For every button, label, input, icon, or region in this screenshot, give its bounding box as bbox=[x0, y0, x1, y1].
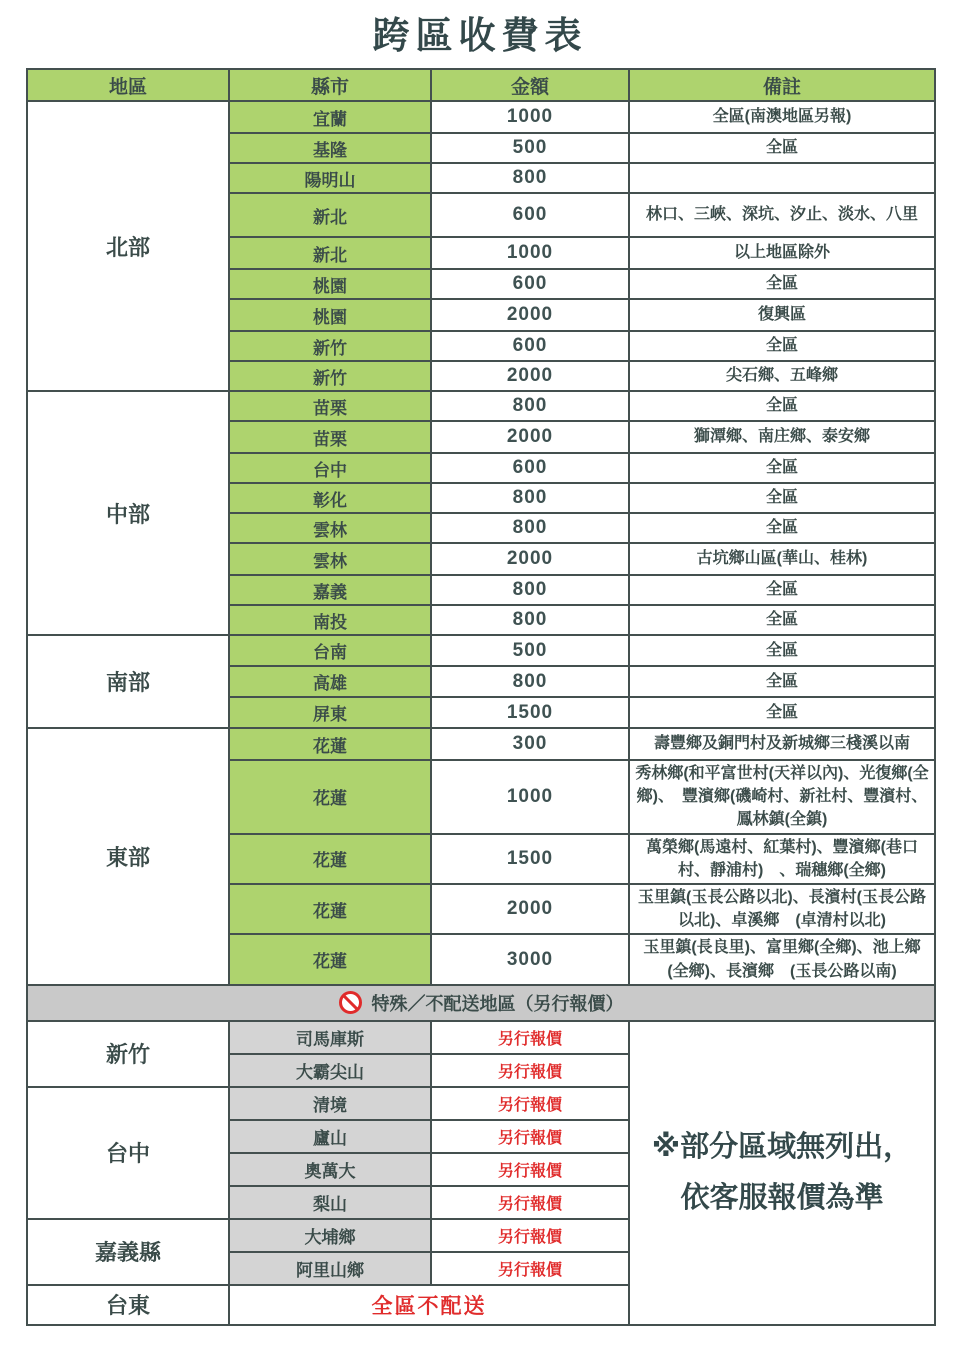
note-cell: 秀林鄉(和平富世村(天祥以內)、光復鄉(全鄉)、 豐濱鄉(磯崎村、新社村、豐濱村、鳳林鎮(全鎮) bbox=[629, 760, 935, 834]
amount-cell: 1500 bbox=[431, 834, 629, 884]
region-cell-chiayi-special: 嘉義縣 bbox=[27, 1219, 229, 1285]
special-banner bbox=[27, 985, 935, 1021]
region-cell-taitung: 台東 bbox=[27, 1285, 229, 1325]
special-place-cell: 司馬庫斯 bbox=[229, 1021, 431, 1054]
city-cell: 桃園 bbox=[229, 269, 431, 299]
fee-table bbox=[26, 68, 936, 1326]
city-cell: 雲林 bbox=[229, 513, 431, 543]
city-cell: 新北 bbox=[229, 237, 431, 269]
amount-cell: 600 bbox=[431, 453, 629, 483]
note-cell: 玉里鎮(長良里)、富里鄉(全鄉)、池上鄉(全鄉)、長濱鄉 (玉長公路以南) bbox=[629, 934, 935, 984]
no-entry-icon bbox=[339, 991, 362, 1014]
special-note-line1: ※部分區域無列出， bbox=[651, 1130, 913, 1163]
amount-cell: 2000 bbox=[431, 299, 629, 331]
table-row bbox=[27, 101, 935, 133]
city-cell: 花蓮 bbox=[229, 728, 431, 760]
amount-cell: 800 bbox=[431, 605, 629, 635]
special-place-cell: 大埔鄉 bbox=[229, 1219, 431, 1252]
quote-cell: 另行報價 bbox=[431, 1153, 629, 1186]
city-cell: 新竹 bbox=[229, 331, 431, 361]
quote-cell: 另行報價 bbox=[431, 1021, 629, 1054]
city-cell: 苗栗 bbox=[229, 421, 431, 453]
amount-cell: 3000 bbox=[431, 934, 629, 984]
special-place-cell: 清境 bbox=[229, 1087, 431, 1120]
amount-cell: 600 bbox=[431, 193, 629, 237]
header-row bbox=[27, 69, 935, 101]
note-cell: 全區 bbox=[629, 453, 935, 483]
amount-cell: 600 bbox=[431, 269, 629, 299]
note-cell: 全區 bbox=[629, 483, 935, 513]
amount-cell: 1000 bbox=[431, 237, 629, 269]
note-cell: 全區 bbox=[629, 666, 935, 697]
city-cell: 陽明山 bbox=[229, 163, 431, 193]
region-cell-taichung-special: 台中 bbox=[27, 1087, 229, 1219]
amount-cell: 600 bbox=[431, 331, 629, 361]
special-place-cell: 阿里山鄉 bbox=[229, 1252, 431, 1285]
table-row bbox=[27, 635, 935, 666]
quote-cell: 另行報價 bbox=[431, 1120, 629, 1153]
region-cell-north: 北部 bbox=[27, 101, 229, 391]
note-cell: 獅潭鄉、南庄鄉、泰安鄉 bbox=[629, 421, 935, 453]
city-cell: 台南 bbox=[229, 635, 431, 666]
amount-cell: 800 bbox=[431, 163, 629, 193]
note-cell bbox=[629, 163, 935, 193]
quote-cell: 另行報價 bbox=[431, 1186, 629, 1219]
city-cell: 新北 bbox=[229, 193, 431, 237]
region-cell-east: 東部 bbox=[27, 728, 229, 985]
table-row bbox=[27, 391, 935, 421]
city-cell: 宜蘭 bbox=[229, 101, 431, 133]
special-place-cell: 廬山 bbox=[229, 1120, 431, 1153]
quote-cell: 另行報價 bbox=[431, 1252, 629, 1285]
table-row bbox=[27, 1021, 935, 1054]
no-delivery-cell: 全區不配送 bbox=[229, 1285, 629, 1325]
note-cell: 古坑鄉山區(華山、桂林) bbox=[629, 543, 935, 575]
amount-cell: 800 bbox=[431, 666, 629, 697]
special-note-cell bbox=[629, 1021, 935, 1325]
amount-cell: 2000 bbox=[431, 421, 629, 453]
region-cell-central: 中部 bbox=[27, 391, 229, 635]
note-cell: 以上地區除外 bbox=[629, 237, 935, 269]
city-cell: 桃園 bbox=[229, 299, 431, 331]
note-cell: 尖石鄉、五峰鄉 bbox=[629, 361, 935, 391]
note-cell: 全區 bbox=[629, 697, 935, 728]
note-cell: 萬榮鄉(馬遠村、紅葉村)、豐濱鄉(巷口村、靜浦村) 、瑞穗鄉(全鄉) bbox=[629, 834, 935, 884]
city-cell: 彰化 bbox=[229, 483, 431, 513]
table-row bbox=[27, 728, 935, 760]
page-title: 跨區收費表 bbox=[372, 15, 588, 56]
city-cell: 南投 bbox=[229, 605, 431, 635]
amount-cell: 2000 bbox=[431, 543, 629, 575]
amount-cell: 800 bbox=[431, 391, 629, 421]
city-cell: 基隆 bbox=[229, 133, 431, 163]
special-banner-label: 特殊／不配送地區（另行報價） bbox=[371, 993, 624, 1014]
amount-cell: 300 bbox=[431, 728, 629, 760]
quote-cell: 另行報價 bbox=[431, 1219, 629, 1252]
note-cell: 全區 bbox=[629, 269, 935, 299]
note-cell: 玉里鎮(玉長公路以北)、長濱村(玉長公路以北)、卓溪鄉 (卓清村以北) bbox=[629, 884, 935, 934]
city-cell: 苗栗 bbox=[229, 391, 431, 421]
amount-cell: 1500 bbox=[431, 697, 629, 728]
city-cell: 花蓮 bbox=[229, 934, 431, 984]
city-cell: 高雄 bbox=[229, 666, 431, 697]
amount-cell: 1000 bbox=[431, 760, 629, 834]
amount-cell: 2000 bbox=[431, 884, 629, 934]
header-amount: 金額 bbox=[431, 69, 629, 101]
header-note: 備註 bbox=[629, 69, 935, 101]
note-cell: 林口、三峽、深坑、汐止、淡水、八里 bbox=[629, 193, 935, 237]
amount-cell: 2000 bbox=[431, 361, 629, 391]
city-cell: 雲林 bbox=[229, 543, 431, 575]
city-cell: 花蓮 bbox=[229, 760, 431, 834]
note-cell: 全區 bbox=[629, 513, 935, 543]
special-place-cell: 大霸尖山 bbox=[229, 1054, 431, 1087]
city-cell: 嘉義 bbox=[229, 575, 431, 605]
amount-cell: 800 bbox=[431, 575, 629, 605]
amount-cell: 500 bbox=[431, 635, 629, 666]
amount-cell: 800 bbox=[431, 513, 629, 543]
special-banner-row bbox=[27, 985, 935, 1021]
note-cell: 全區 bbox=[629, 575, 935, 605]
note-cell: 全區 bbox=[629, 133, 935, 163]
amount-cell: 800 bbox=[431, 483, 629, 513]
note-cell: 全區 bbox=[629, 635, 935, 666]
region-cell-hsinchu-special: 新竹 bbox=[27, 1021, 229, 1087]
note-cell: 全區 bbox=[629, 605, 935, 635]
note-cell: 全區 bbox=[629, 391, 935, 421]
amount-cell: 500 bbox=[431, 133, 629, 163]
note-cell: 復興區 bbox=[629, 299, 935, 331]
header-region: 地區 bbox=[27, 69, 229, 101]
city-cell: 台中 bbox=[229, 453, 431, 483]
city-cell: 新竹 bbox=[229, 361, 431, 391]
city-cell: 花蓮 bbox=[229, 834, 431, 884]
quote-cell: 另行報價 bbox=[431, 1087, 629, 1120]
quote-cell: 另行報價 bbox=[431, 1054, 629, 1087]
note-cell: 壽豐鄉及銅門村及新城鄉三棧溪以南 bbox=[629, 728, 935, 760]
special-note-line2: 依客服報價為準 bbox=[680, 1181, 884, 1214]
header-city: 縣市 bbox=[229, 69, 431, 101]
note-cell: 全區(南澳地區另報) bbox=[629, 101, 935, 133]
amount-cell: 1000 bbox=[431, 101, 629, 133]
city-cell: 花蓮 bbox=[229, 884, 431, 934]
note-cell: 全區 bbox=[629, 331, 935, 361]
city-cell: 屏東 bbox=[229, 697, 431, 728]
special-place-cell: 奧萬大 bbox=[229, 1153, 431, 1186]
special-place-cell: 梨山 bbox=[229, 1186, 431, 1219]
region-cell-south: 南部 bbox=[27, 635, 229, 728]
